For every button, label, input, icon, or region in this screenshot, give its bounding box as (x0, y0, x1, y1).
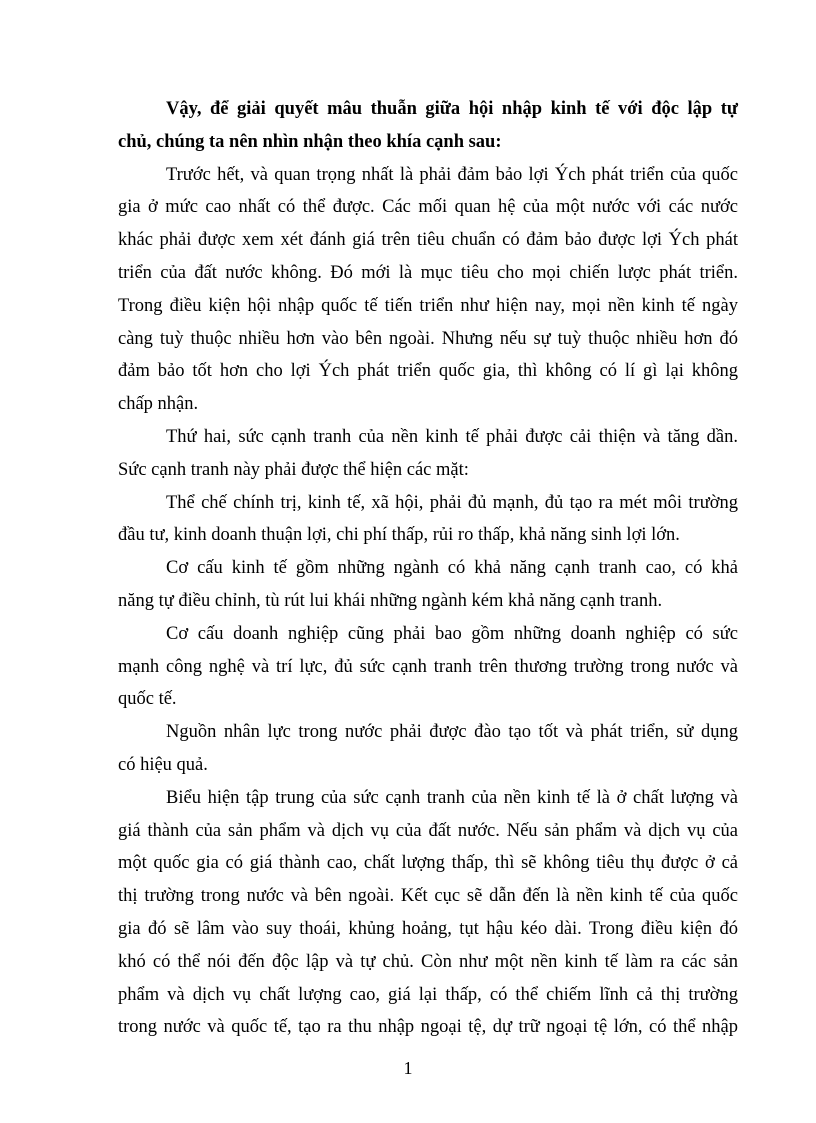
text-line: khó có thể nói đến độc lập và tự chủ. Còn như một nền kinh tế làm ra các sản (118, 951, 738, 972)
text-line: Trong điều kiện hội nhập quốc tế tiến triển như hiện nay, mọi nền kinh tế ngày (118, 295, 738, 316)
text-line: Nguồn nhân lực trong nước phải được đào tạo tốt và phát triển, sử dụng (166, 722, 738, 743)
text-line: chấp nhận. (118, 394, 199, 415)
text-line: phẩm và dịch vụ chất lượng cao, giá lại thấp, có thể chiếm lĩnh cả thị trường (118, 984, 738, 1005)
text-line: Thứ hai, sức cạnh tranh của nền kinh tế phải được cải thiện và tăng dần. (166, 426, 738, 447)
text-line: mạnh công nghệ và trí lực, đủ sức cạnh tranh trên thương trường trong nước và (118, 656, 738, 677)
text-line: thị trường trong nước và bên ngoài. Kết cục sẽ dẫn đến là nền kinh tế của quốc (118, 886, 738, 907)
text-line: năng tự điều chỉnh, tù rút lui khái những ngành kém khả năng cạnh tranh. (118, 590, 663, 611)
text-line: có hiệu quả. (118, 754, 208, 775)
text-line: trong nước và quốc tế, tạo ra thu nhập ngoại tệ, dự trữ ngoại tệ lớn, có thể nhập (118, 1017, 738, 1038)
text-line: Biểu hiện tập trung của sức cạnh tranh của nền kinh tế là ở chất lượng và (166, 787, 738, 808)
text-line: Cơ cấu kinh tế gồm những ngành có khả năng cạnh tranh cao, có khả (166, 558, 738, 579)
text-line: Thể chế chính trị, kinh tế, xã hội, phải đủ mạnh, đủ tạo ra mét môi trường (166, 492, 738, 513)
text-line: càng tuỳ thuộc nhiều hơn vào bên ngoài. Nhưng nếu sự tuỳ thuộc nhiều hơn đó (118, 328, 738, 349)
heading-line-1: Vậy, để giải quyết mâu thuẫn giữa hội nhập kinh tế với độc lập tự (166, 99, 738, 119)
text-line: giá thành của sản phẩm và dịch vụ của đất nước. Nếu sản phẩm và dịch vụ của (118, 820, 738, 841)
text-line: một quốc gia có giá thành cao, chất lượng thấp, thì sẽ không tiêu thụ được ở cả (118, 853, 738, 874)
text-line: Sức cạnh tranh này phải được thể hiện các mặt: (118, 459, 469, 480)
page-number: 1 (403, 1058, 413, 1078)
text-line: khác phải được xem xét đánh giá trên tiêu chuẩn có đảm bảo được lợi Ých phát (118, 230, 738, 251)
heading-line-2: chủ, chúng ta nên nhìn nhận theo khía cạnh sau: (118, 131, 502, 152)
text-line: gia ở mức cao nhất có thể được. Các mối quan hệ của một nước với các nước (118, 197, 738, 218)
text-line: Cơ cấu doanh nghiệp cũng phải bao gồm những doanh nghiệp có sức (166, 623, 738, 644)
text-line: gia đó sẽ lâm vào suy thoái, khủng hoảng, tụt hậu kéo dài. Trong điều kiện đó (118, 918, 738, 939)
text-line: triển của đất nước không. Đó mới là mục tiêu cho mọi chiến lược phát triển. (118, 262, 738, 283)
text-line: đầu tư, kinh doanh thuận lợi, chi phí thấp, rủi ro thấp, khả năng sinh lợi lớn. (118, 525, 680, 546)
text-line: Trước hết, và quan trọng nhất là phải đảm bảo lợi Ých phát triển của quốc (166, 164, 738, 185)
text-line: đảm bảo tốt hơn cho lợi Ých phát triển quốc gia, thì không có lí gì lại không (118, 361, 738, 382)
text-line: quốc tế. (118, 689, 177, 710)
document-body (118, 93, 738, 1044)
